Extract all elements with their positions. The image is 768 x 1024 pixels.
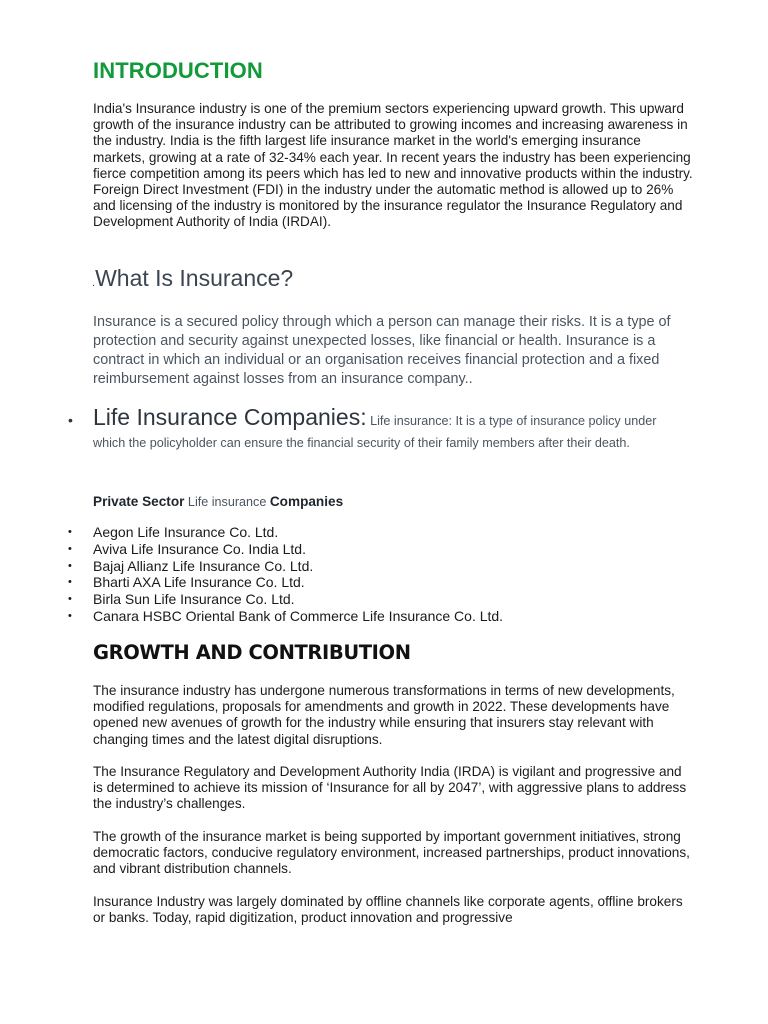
- heading-prefix-dot: .: [92, 277, 96, 289]
- private-sector-label: [93, 494, 343, 509]
- bullet-icon: •: [68, 412, 73, 428]
- company-name: Bajaj Allianz Life Insurance Co. Ltd.: [93, 557, 314, 574]
- company-name: Aegon Life Insurance Co. Ltd.: [93, 524, 279, 540]
- company-name: Bharti AXA Life Insurance Co. Ltd.: [93, 574, 305, 591]
- life-insurance-description: Life insurance: It is a type of insurance policy under which the policyholder can ensure the financial security of their family members after their death.: [93, 414, 657, 450]
- list-item: [68, 524, 503, 541]
- list-item: [68, 591, 503, 608]
- growth-heading: GROWTH AND CONTRIBUTION: [93, 641, 411, 664]
- private-sector-normal: Life insurance: [184, 495, 270, 509]
- company-name: Birla Sun Life Insurance Co. Ltd.: [93, 591, 295, 608]
- bullet-icon: •: [68, 593, 72, 606]
- company-list: [68, 524, 503, 625]
- list-item: [68, 608, 503, 625]
- companies-bold: Companies: [269, 494, 344, 509]
- introduction-paragraph: India's Insurance industry is one of the premium sectors experiencing upward growth. This upward growth of the insurance industry can be attributed to growing incomes and increasing awareness in the industry. India is the fifth largest life insurance market in the world's emerging insurance markets, growing at a rate of 32-34% each year. In recent years the industry has been experiencing fierce competition among its peers which has led to new and innovative products within the industry. Foreign Direct Investment (FDI) in the industry under the automatic method is allowed up to 26% and licensing of the industry is monitored by the insurance regulator the Insurance Regulatory and Development Authority of India (IRDAI).: [93, 101, 693, 230]
- introduction-heading: INTRODUCTION: [93, 58, 263, 83]
- what-is-insurance-title: What Is Insurance?: [95, 265, 294, 291]
- what-is-insurance-paragraph: Insurance is a secured policy through which a person can manage their risks. It is a type of protection and security against unexpected losses, like financial or health. Insurance is a contract in which an individual or an organisation receives financial protection and a fixed reimbursement against losses from an insurance company..: [93, 314, 671, 387]
- growth-paragraph-2: The Insurance Regulatory and Development Authority India (IRDA) is vigilant and progressive and is determined to achieve its mission of ‘Insurance for all by 2047’, with aggressive plans to address the industry’s challenges.: [93, 764, 687, 812]
- bullet-icon: •: [68, 576, 72, 589]
- life-insurance-text: [93, 406, 683, 454]
- bullet-icon: •: [68, 542, 72, 555]
- list-item: [68, 574, 503, 591]
- growth-paragraph-3: The growth of the insurance market is being supported by important government initiatives, strong democratic factors, conducive regulatory environment, increased partnerships, product innovations, and vibrant distribution channels.: [93, 829, 690, 877]
- bullet-icon: •: [68, 609, 72, 622]
- what-is-insurance-heading: [92, 265, 293, 292]
- company-name: Canara HSBC Oriental Bank of Commerce Life Insurance Co. Ltd.: [93, 607, 504, 624]
- list-item: [68, 541, 503, 558]
- bullet-icon: •: [68, 526, 72, 538]
- growth-paragraph-4: Insurance Industry was largely dominated by offline channels like corporate agents, offline brokers or banks. Today, rapid digitization, product innovation and progressive: [93, 894, 683, 926]
- list-item: [68, 558, 503, 575]
- company-name: Aviva Life Insurance Co. India Ltd.: [93, 540, 306, 557]
- life-insurance-title: Life Insurance Companies:: [93, 404, 367, 430]
- growth-paragraph-1: The insurance industry has undergone numerous transformations in terms of new developments, modified regulations, proposals for amendments and growth in 2022. These developments have opened new avenues of growth for the industry while ensuring that insurers stay relevant with changing times and the latest digital disruptions.: [93, 683, 675, 747]
- private-sector-bold: Private Sector: [93, 494, 185, 509]
- bullet-icon: •: [68, 559, 72, 572]
